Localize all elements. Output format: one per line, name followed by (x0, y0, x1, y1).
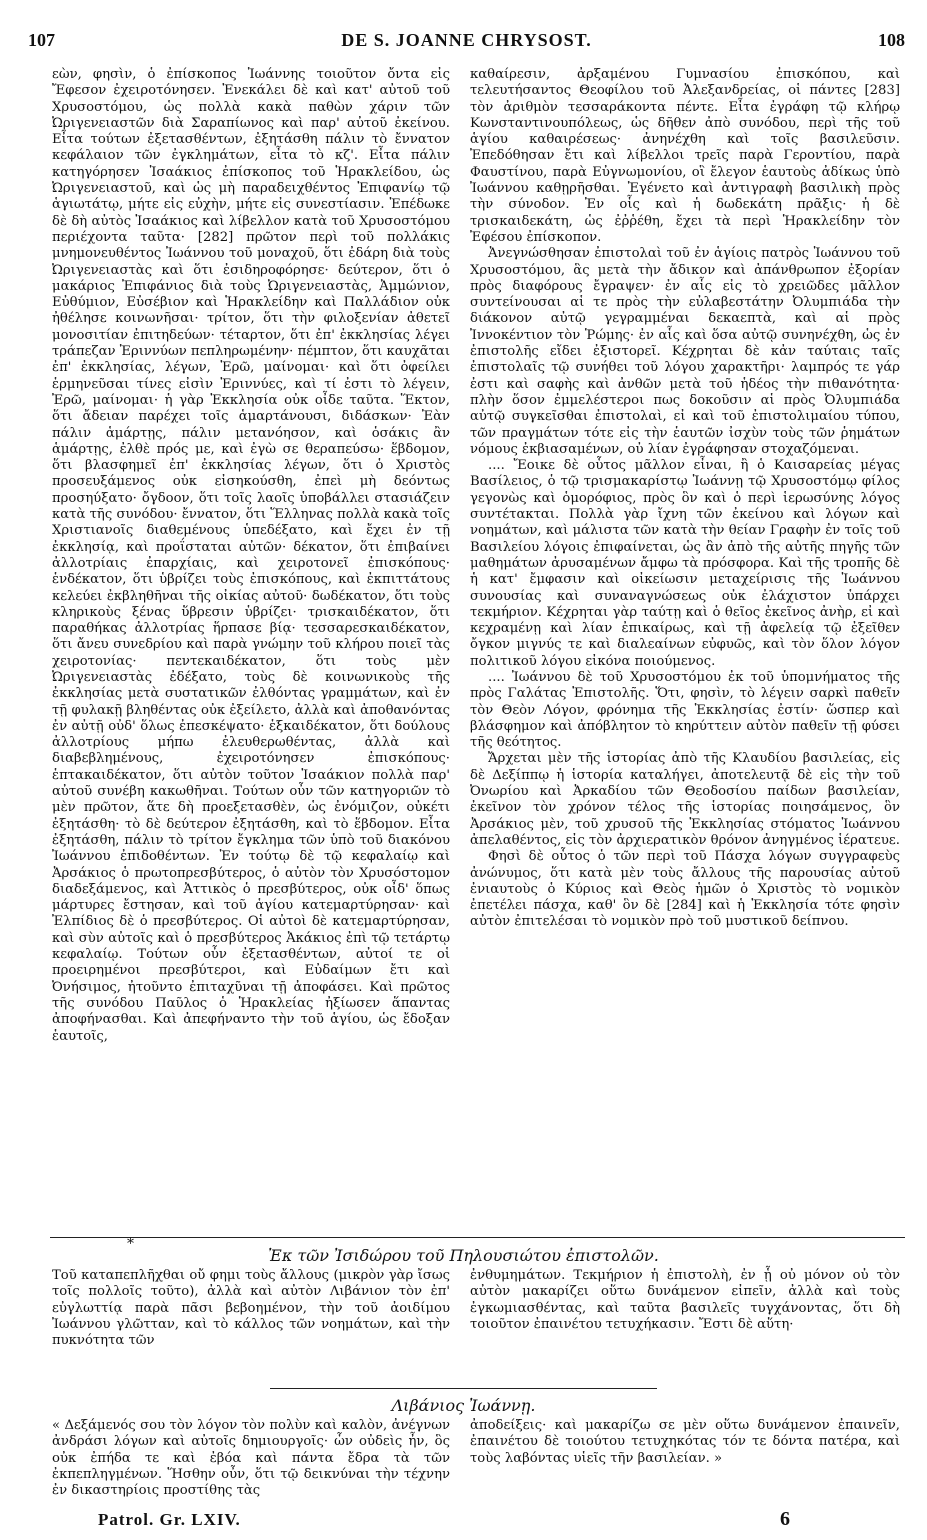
libanius-section-title: Λιβάνιος Ἰωάννῃ. (391, 1396, 536, 1415)
section-star: * (127, 1236, 134, 1252)
right-column-paragraph: Φησὶ δὲ οὗτος ὁ τῶν περὶ τοῦ Πάσχα λόγων συγγραφεὺς ἀνώνυμος, ὅτι κατὰ μὲν τοὺς ἄλλους τῆς παρουσίας αὐτοῦ ἐνιαυτοὺς ὁ Κύριος καὶ Θεὸς ἡμῶν ὁ Χριστὸς τὸ νομικὸν ἐπετέλει πάσχα, καθ' ὃν δὲ [284] καὶ ἡ Ἐκκλησία τότε φησὶν αὐτὸν ἐπιτελέσαι τὸ νομικὸν πρὸ τοῦ μυστικοῦ δείπνου. (470, 849, 900, 930)
left-column-paragraph: εὼν, φησὶν, ὁ ἐπίσκοπος Ἰωάννης τοιοῦτον ὄντα εἰς Ἔφεσον ἐχειροτόνησεν. Ἐνεκάλει δὲ καὶ κατ' αὐτοῦ τοῦ Χρυσοστόμου, ὡς πολλὰ κακὰ παθὼν χάριν τῶν Ὠριγενειαστῶν διὰ Σαραπίωνος καὶ παρ' αὐτοῦ ἐκείνου. Εἶτα τούτων ἐξετασθέντων, ἐξητάσθη πάλιν τὸ ἔννατον κεφάλαιον τῶν ἐγκλημάτων, εἶτα τὸ κζ'. Εἶτα πάλιν κατηγόρησεν Ἰσαάκιος ἐπίσκοπος τοῦ Ἡρακλείδου, ὡς Ὠριγενειαστοῦ, καὶ ὡς μὴ παραδειχθέντος Ἐπιφανίῳ τῷ ἁγιωτάτῳ, μήτε εἰς εὐχὴν, μήτε εἰς συνεστίασιν. Ἐπέδωκε δὲ δὴ αὐτὸς Ἰσαάκιος καὶ λίβελλον κατὰ τοῦ Χρυσοστόμου περιέχοντα ταῦτα· [282] πρῶτον περὶ τοῦ πολλάκις μνημονευθέντος Ἰωάννου τοῦ μοναχοῦ, ὅτι ἐδάρη διὰ τοὺς Ὠριγενειαστὰς καὶ ὅτι ἐσιδηροφόρησε· δεύτερον, ὅτι ὁ μακάριος Ἐπιφάνιος διὰ τοὺς Ὠριγενειαστὰς, Ἀμμώνιον, Εὐθύμιον, Εὐσέβιον καὶ Ἡρακλείδην καὶ Παλλάδιον οὐκ ἠθέλησε κοινωνῆσαι· τρίτον, ὅτι τὴν φιλοξενίαν ἀθετεῖ μονοσιτίαν ἐπιτηδεύων· τέταρτον, ὅτι ἐπ' ἐκκλησίας λέγει τράπεζαν Ἐριννύων πεπληρωμένην· πέμπτον, ὅτι καυχᾶται ἐπ' ἐκκλησίας, λέγων, Ἐρῶ, μαίνομαι· καὶ ὅτι ὀφείλει ἑρμηνεῦσαι τίνες εἰσὶν Ἐριννύες, καὶ τί ἐστι τὸ λέγειν, Ἐρῶ, μαίνομαι· ἡ γὰρ Ἐκκλησία οὐκ οἶδε ταῦτα. Ἕκτον, ὅτι ἄδειαν παρέχει τοῖς ἁμαρτάνουσι, διδάσκων· Ἐὰν πάλιν ἁμάρτῃς, πάλιν μετανόησον, καὶ ὁσάκις ἂν ἁμάρτῃς, ἐλθὲ πρός με, καὶ ἐγὼ σε θεραπεύσω· ἕβδομον, ὅτι βλασφημεῖ ἐπ' ἐκκλησίας λέγων, ὅτι ὁ Χριστὸς προσευξάμενος οὐκ εἰσηκούσθη, ἐπεὶ μὴ δεόντως προσηύξατο· ὄγδοον, ὅτι τοῖς λαοῖς ὑποβάλλει στασιάζειν κατὰ τῆς συνόδου· ἔννατον, ὅτι Ἕλληνας πολλὰ κακὰ τοῖς Χριστιανοῖς διαθεμένους ὑπεδέξατο, καὶ ἔχει ἐν τῇ ἐκκλησίᾳ, καὶ προΐσταται αὐτῶν· δέκατον, ὅτι ἐπιβαίνει ἀλλοτρίαις ἐπαρχίαις, καὶ χειροτονεῖ ἐπισκόπους· ἑνδέκατον, ὅτι ὑβρίζει τοὺς ἐπισκόπους, καὶ ἐκπιττάτους κελεύει ἐκβληθῆναι τῆς οἰκίας αὐτοῦ· δωδέκατον, ὅτι τοὺς κληρικοὺς ξένας ὕβρεσιν ὑβρίζει· τρισκαιδέκατον, ὅτι παραθήκας ἀλλοτρίας ἥρπασε βίᾳ· τεσσαρεσκαιδέκατον, ὅτι ἄνευ συνεδρίου καὶ παρὰ γνώμην τοῦ κλήρου ποιεῖ τὰς χειροτονίας· πεντεκαιδέκατον, ὅτι τοὺς μὲν Ὠριγενειαστὰς ἐδέξατο, τοὺς δὲ κοινωνικοὺς τῆς ἐκκλησίας μετὰ συστατικῶν ἐλθόντας γραμμάτων, καὶ ἐν τῇ φυλακῇ βληθέντας οὐκ ἐξείλετο, ἀλλὰ καὶ ἀποθανόντας ἐν αὐτῇ οὐδ' ὅλως ἐπεσκέψατο· ἑξκαιδέκατον, ὅτι δούλους ἀλλοτρίους μήπω ἐλευθερωθέντας, ἀλλὰ καὶ διαβεβλημένους, ἐχειροτόνησεν ἐπισκόπους· ἑπτακαιδέκατον, ὅτι αὐτὸν τοῦτον Ἰσαάκιον πολλὰ παρ' αὐτοῦ συνέβη κακωθῆναι. Τούτων οὖν τῶν κατηγοριῶν τὸ μὲν πρῶτον, ἅτε δὴ προεξετασθὲν, ὡς ἐνόμιζον, οὐκέτι ἐξητάσθη· τὸ δὲ δεύτερον ἐξητάσθη, καὶ τὸ ἕβδομον. Εἶτα ἐξητάσθη, πάλιν τὸ τρίτον ἔγκλημα τῶν ὑπὸ τοῦ διακόνου Ἰωάννου ἐπιδοθέντων. Ἐν τούτῳ δὲ τῷ κεφαλαίῳ καὶ Ἀρσάκιος ὁ πρωτοπρεσβύτερος, ὁ αὐτὸν τὸν Χρυσόστομον διαδεξάμενος, καὶ Ἀττικὸς ὁ πρεσβύτερος, οὐκ οἶδ' ὅπως μάρτυρες ἔστησαν, καὶ τοῦ ἁγίου κατεμαρτύρησαν· καὶ Ἐλπίδιος δὲ ὁ πρεσβύτερος. Οἱ αὐτοὶ δὲ κατεμαρτύρησαν, καὶ σὺν αὐτοῖς καὶ ὁ πρεσβύτερος Ἀκάκιος ἐπὶ τῷ τετάρτῳ κεφαλαίῳ. Τούτων οὖν ἐξετασθέντων, αὐτοί τε οἱ προειρημένοι πρεσβύτεροι, καὶ Εὐδαίμων ἔτι καὶ Ὀνήσιμος, ἠτοῦντο ἐπιταχῦναι τῇ ἀποφάσει. Καὶ πρῶτος τῆς συνόδου Παῦλος ὁ Ἡρακλείας ἠξίωσεν ἅπαντας ἀποφήνασθαι. Καὶ ἀπεφήναντο τὴν τοῦ ἁγίου, ὡς ἔδοξαν ἑαυτοῖς, (52, 67, 450, 1044)
running-title: DE S. JOANNE CHRYSOST. (341, 30, 592, 50)
left-column (52, 67, 450, 1232)
section-divider-short (270, 1388, 657, 1389)
section-divider (50, 1237, 905, 1238)
right-column-paragraph: Ἀνεγνώσθησαν ἐπιστολαὶ τοῦ ἐν ἁγίοις πατρὸς Ἰωάννου τοῦ Χρυσοστόμου, ἃς μετὰ τὴν ἄδικον καὶ ἀπάνθρωπον ἐξορίαν πρὸς διαφόρους ἔγραψεν· ἐν αἷς εἰς τὸ χρειῶδες μᾶλλον συντείνουσαι αἱ τε πρὸς τὴν εὐλαβεστάτην Ὀλυμπιάδα τὴν διάκονον αὐτῷ γεγραμμέναι δεκαεπτὰ, καὶ αἱ πρὸς Ἰννοκέντιον τὸν Ῥώμης· ἐν αἷς καὶ ὅσα αὐτῷ συνηνέχθη, ὡς ἐν ἐπιστολῆς εἴδει ἐξιστορεῖ. Κέχρηται δὲ κἀν ταύταις ταῖς ἐπιστολαῖς τῷ συνήθει τοῦ λόγου χαρακτῆρι· λαμπρός τε γάρ ἐστι καὶ σαφὴς καὶ ἀνθῶν μετὰ τοῦ ἡδέος τὴν πιθανότητα· πλὴν ὅσον ἐμμελέστεροι πως δοκοῦσιν αἱ πρὸς Ὀλυμπιάδα αὐτῷ συγκεῖσθαι ἐπιστολαὶ, εἰ καὶ τοῦ ἐπιστολιμαίου τύπου, τῶν πραγμάτων τότε εἰς τὴν ἑαυτῶν ἰσχὺν τοὺς τῶν ῥημάτων νόμους ἐκβιασαμένων, οὐ λίαν ἐγράφησαν στοχαζόμεναι. (470, 246, 900, 457)
page-number-right: 108 (878, 30, 905, 50)
libanius-text-right: ἀποδείξεις· καὶ μακαρίζω σε μὲν οὕτω δυνάμενον ἐπαινεῖν, ἐπαινέτου δὲ τοιούτου τετυχηκότας τόν τε δόντα πατέρα, καὶ τοὺς λαβόντας υἱεῖς τῆν βασιλείαν. » (470, 1418, 900, 1466)
right-column-paragraph: καθαίρεσιν, ἀρξαμένου Γυμνασίου ἐπισκόπου, καὶ τελευτήσαντος Θεοφίλου τοῦ Ἀλεξανδρείας, οἱ πάντες [283] τὸν ἀριθμὸν τεσσαράκοντα πέντε. Εἶτα ἐγράφη τῷ κλήρῳ Κωνσταντινουπόλεως, ὡς δῆθεν ἀπὸ συνόδου, περὶ τῆς τοῦ ἁγίου καθαιρέσεως· ἀνηνέχθη καὶ τοῖς βασιλεῦσιν. Ἐπεδόθησαν ἔτι καὶ λίβελλοι τρεῖς παρὰ Γεροντίου, παρὰ Φαυστίνου, παρὰ Εὐγνωμονίου, οἳ ἔλεγον ἑαυτοὺς ἀδίκως ὑπὸ Ἰωάννου καθῃρῆσθαι. Ἐγένετο καὶ ἀντιγραφὴ βασιλικὴ πρὸς τὴν σύνοδον. Ἐν οἷς καὶ ἡ δωδεκάτη πρᾶξις· ἡ δὲ τρισκαιδεκάτη, ὡς ἐῤῥέθη, ἔχει τὰ περὶ Ἡρακλείδην τὸν Ἐφέσου ἐπίσκοπον. (470, 67, 900, 245)
footer-signature: 6 (780, 1508, 790, 1530)
right-column-paragraph: .... Ἔοικε δὲ οὗτος μᾶλλον εἶναι, ἢ ὁ Καισαρείας μέγας Βασίλειος, ὁ τῷ τρισμακαρίστῳ Ἰωάννῃ τῷ Χρυσοστόμῳ φίλος γεγονὼς καὶ ὁμορόφιος, πρὸς ὃν καὶ ὁ περὶ ἱερωσύνης λόγος συντέτακται. Πολλὰ γὰρ ἴχνη τῶν ἐκείνου καὶ λόγων καὶ νοημάτων, καὶ μάλιστα τῶν κατὰ τὴν θείαν Γραφὴν ἐν τοῖς τοῦ Βασιλείου λόγοις ἐπιφαίνεται, ὡς ἂν ἀπὸ τῆς αὐτῆς πηγῆς τῶν μαθημάτων ἀρυσαμένων ἄμφω τὰ πρόσφορα. Καὶ τῆς τροπῆς δὲ ἡ κατ' ἔμφασιν καὶ οἰκείωσιν μεταχείρισις τῆς Ἰωάννου συνουσίας καὶ συναναγνώσεως οὐκ ἐλάχιστον ὑπάρχει τεκμήριον. Κέχρηται γὰρ ταύτῃ καὶ ὁ θεῖος ἐκεῖνος ἀνὴρ, εἰ καὶ κεχραμένῃ καὶ λίαν ἐπικαίρως, καὶ τῇ ἀφελείᾳ τῷ ἐξεῖθεν ὄγκον μιγνύς τε καὶ διαλεαίνων εὐφυῶς, καὶ τὸν ὅλον λόγον πολιτικοῦ λόγου εἰκόνα ποιούμενος. (470, 458, 900, 669)
isidore-text-right: ἐνθυμημάτων. Τεκμήριον ἡ ἐπιστολὴ, ἐν ᾗ οὐ μόνον οὐ τὸν αὐτὸν μακαρίζει οὕτω δυνάμενον εἰπεῖν, ἀλλὰ καὶ τοὺς ἐγκωμιασθέντας, καὶ ταῦτα βασιλεῖς τυγχάνοντας, ὅτι δὴ τοιοῦτον ἐπαινέτου τετυχήκασιν. Ἔστι δὲ αὕτη· (470, 1268, 900, 1332)
right-column-paragraph: Ἄρχεται μὲν τῆς ἱστορίας ἀπὸ τῆς Κλαυδίου βασιλείας, εἰς δὲ Δεξίππῳ ἡ ἱστορία καταλήγει, ἀποτελευτᾷ δὲ εἰς τὴν τοῦ Ὀνωρίου καὶ Ἀρκαδίου τῶν Θεοδοσίου παίδων βασιλείαν, ἐκεῖνον τὸν χρόνον τέλος τῆς ἱστορίας ποιησάμενος, ὃν Ἀρσάκιος μὲν, τοῦ χρυσοῦ τῆς Ἐκκλησίας στόματος Ἰωάννου ἀπελαθέντος, εἰς τὸν ἀρχιερατικὸν θρόνον ἀνηγμένος ἱέρατευε. (470, 751, 900, 848)
page-number-left: 107 (28, 30, 55, 50)
isidore-section-title: Ἐκ τῶν Ἰσιδώρου τοῦ Πηλουσιώτου ἐπιστολῶν. (268, 1246, 659, 1265)
page-header (28, 30, 905, 56)
libanius-text-left: « Δεξάμενός σου τὸν λόγον τὸν πολὺν καὶ καλὸν, ἀνέγνων ἀνδράσι λόγων καὶ αὐτοῖς δημιουργοῖς· ὧν οὐδεὶς ἦν, ὃς οὐκ ἐπήδα τε καὶ ἐβόα καὶ πάντα ἔδρα τὰ τῶν ἐκπεπληγμένων. Ἥσθην οὖν, ὅτι τῷ δεικνύναι τὴν τέχνην ἐν δικαστηρίοις προστίθης τὰς (52, 1418, 450, 1499)
isidore-text-left: Τοῦ καταπεπλῆχθαι οὔ φημι τοὺς ἄλλους (μικρὸν γὰρ ἴσως τοῖς πολλοῖς τοῦτο), ἀλλὰ καὶ αὐτὸν Λιβάνιον τὸν ἐπ' εὐγλωττίᾳ παρὰ πᾶσι βεβοημένον, τὴν τοῦ ἀοιδίμου Ἰωάννου γλῶτταν, καὶ τὸ κάλλος τῶν νοημάτων, καὶ τὴν πυκνότητα τῶν (52, 1268, 450, 1349)
right-column-paragraph: .... Ἰωάννου δὲ τοῦ Χρυσοστόμου ἐκ τοῦ ὑπομνήματος τῆς πρὸς Γαλάτας Ἐπιστολῆς. Ὅτι, φησὶν, τὸ λέγειν σαρκὶ παθεῖν τὸν Θεὸν Λόγον, φρόνημα τῆς Ἐκκλησίας ἐστίν· ὥσπερ καὶ βλάσφημον καὶ ἀπόβλητον τὸ κηρύττειν αὐτὸν παθεῖν τῇ φύσει τῆς θεότητος. (470, 669, 900, 751)
footer-volume: Patrol. Gr. LXIV. (98, 1510, 241, 1529)
right-column (470, 67, 900, 1232)
